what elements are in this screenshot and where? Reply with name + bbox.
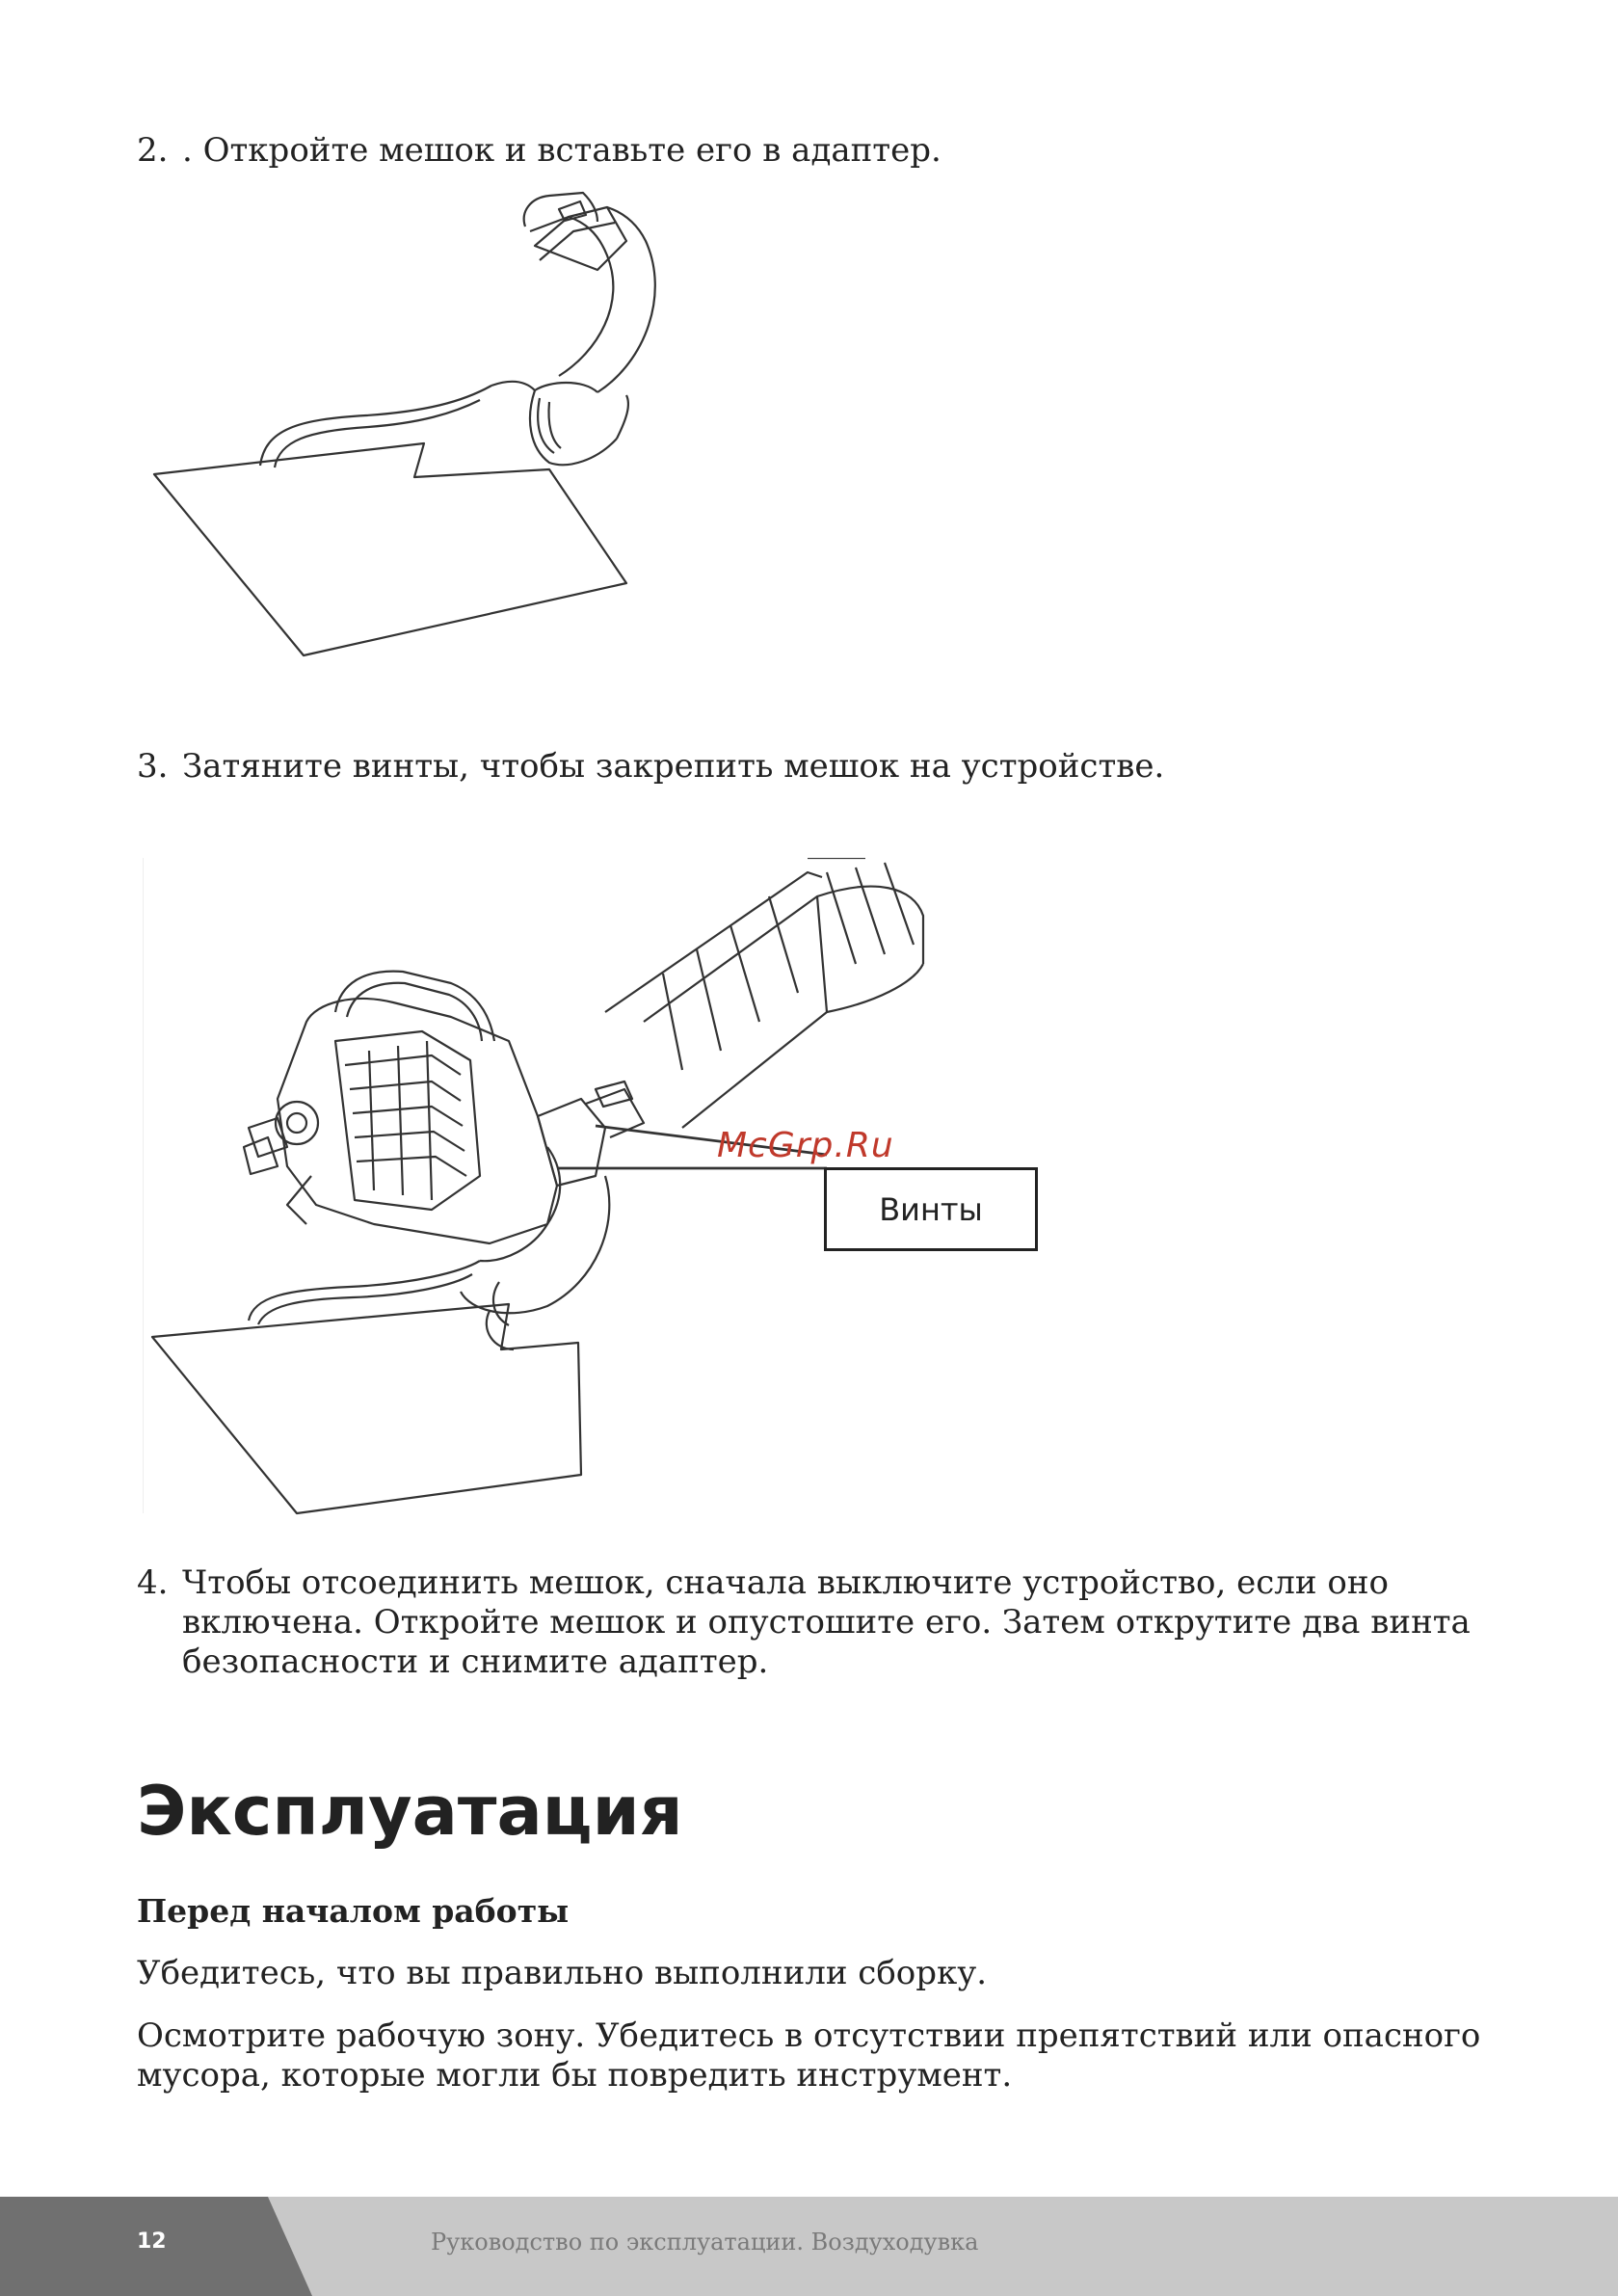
step-text: Затяните винты, чтобы закрепить мешок на устройстве. bbox=[182, 747, 1165, 786]
step-text: . Откройте мешок и вставьте его в адаптер. bbox=[182, 131, 942, 170]
step-number: 2. bbox=[137, 131, 169, 170]
footer-title: Руководство по эксплуатации. Воздуходувка bbox=[431, 2229, 979, 2256]
step-2 bbox=[137, 131, 1293, 171]
watermark: McGrp.Ru bbox=[717, 1126, 894, 1165]
step-number: 4. bbox=[137, 1563, 169, 1602]
paragraph: Убедитесь, что вы правильно выполнили сборку. bbox=[137, 1954, 988, 1992]
screws-callout-label: Винты bbox=[824, 1167, 1038, 1251]
paragraph: Осмотрите рабочую зону. Убедитесь в отсутствии препятствий или опасного мусора, которые могли бы повредить инструмент. bbox=[137, 2016, 1481, 2095]
page-number: 12 bbox=[137, 2229, 167, 2254]
step-number: 3. bbox=[137, 747, 169, 786]
section-subtitle: Перед началом работы bbox=[137, 1892, 570, 1930]
bag-adapter-illustration bbox=[145, 188, 723, 660]
section-title: Эксплуатация bbox=[137, 1772, 683, 1851]
step-3 bbox=[137, 747, 1390, 787]
step-text: Чтобы отсоединить мешок, сначала выключите устройство, если оно включена. Откройте мешок и опустошите его. Затем открутите два винта безопасности и снимите адаптер. bbox=[182, 1563, 1471, 1681]
step-4 bbox=[137, 1563, 1505, 1682]
